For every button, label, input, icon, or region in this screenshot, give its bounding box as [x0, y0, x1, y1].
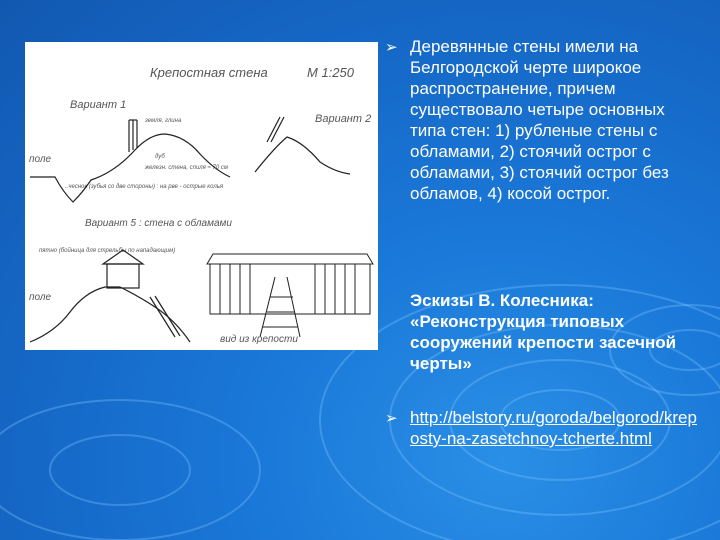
sketch-scale: М 1:250	[307, 65, 354, 80]
sketch-note-tower: пятно (бойница для стрельбы по нападающим)	[39, 248, 176, 254]
fortress-wall-sketch	[25, 42, 378, 350]
sketch-note-stakes: железн. стена, спиля ≈ 70 см	[145, 165, 228, 171]
sketch-variant-5: Вариант 5 : стена с обламами	[85, 218, 232, 229]
bullet-arrow-icon: ➢	[385, 409, 398, 427]
sketch-credit-text: Эскизы В. Колесника: «Реконструкция типовых сооружений крепости засечной черты»	[410, 291, 677, 373]
sketch-note-oak: дуб	[155, 154, 165, 160]
sketch-bottom-caption: вид из крепости	[220, 334, 298, 345]
sketch-field-label-2: поле	[29, 292, 52, 303]
sketch-drawing	[25, 42, 378, 350]
variant-5-profile	[30, 250, 190, 342]
sketch-title: Крепостная стена	[150, 65, 268, 80]
sketch-note-earth: земля, глина	[145, 118, 182, 124]
wall-view-from-fortress	[207, 254, 373, 337]
sketch-variant-2: Вариант 2	[315, 113, 372, 125]
wall-types-text: Деревянные стены имели на Белгородской черте широкое распространение, причем существовало четыре основных типа стен: 1) рубленые стены с обламами, 2) стоячий острог с обламами, 3) стоячий острог без обламов, 4) косой острог.	[410, 37, 669, 203]
sketch-field-label: поле	[29, 154, 52, 165]
bullet-arrow-icon: ➢	[385, 38, 398, 56]
sketch-note-stakes-2: ..чеснок (зубья со две стороны) : на рве - острые колья	[65, 184, 224, 190]
source-link[interactable]: http://belstory.ru/goroda/belgorod/kreposty-na-zasetchnoy-tcherte.html	[410, 408, 697, 448]
sketch-variant-1: Вариант 1	[70, 99, 127, 111]
